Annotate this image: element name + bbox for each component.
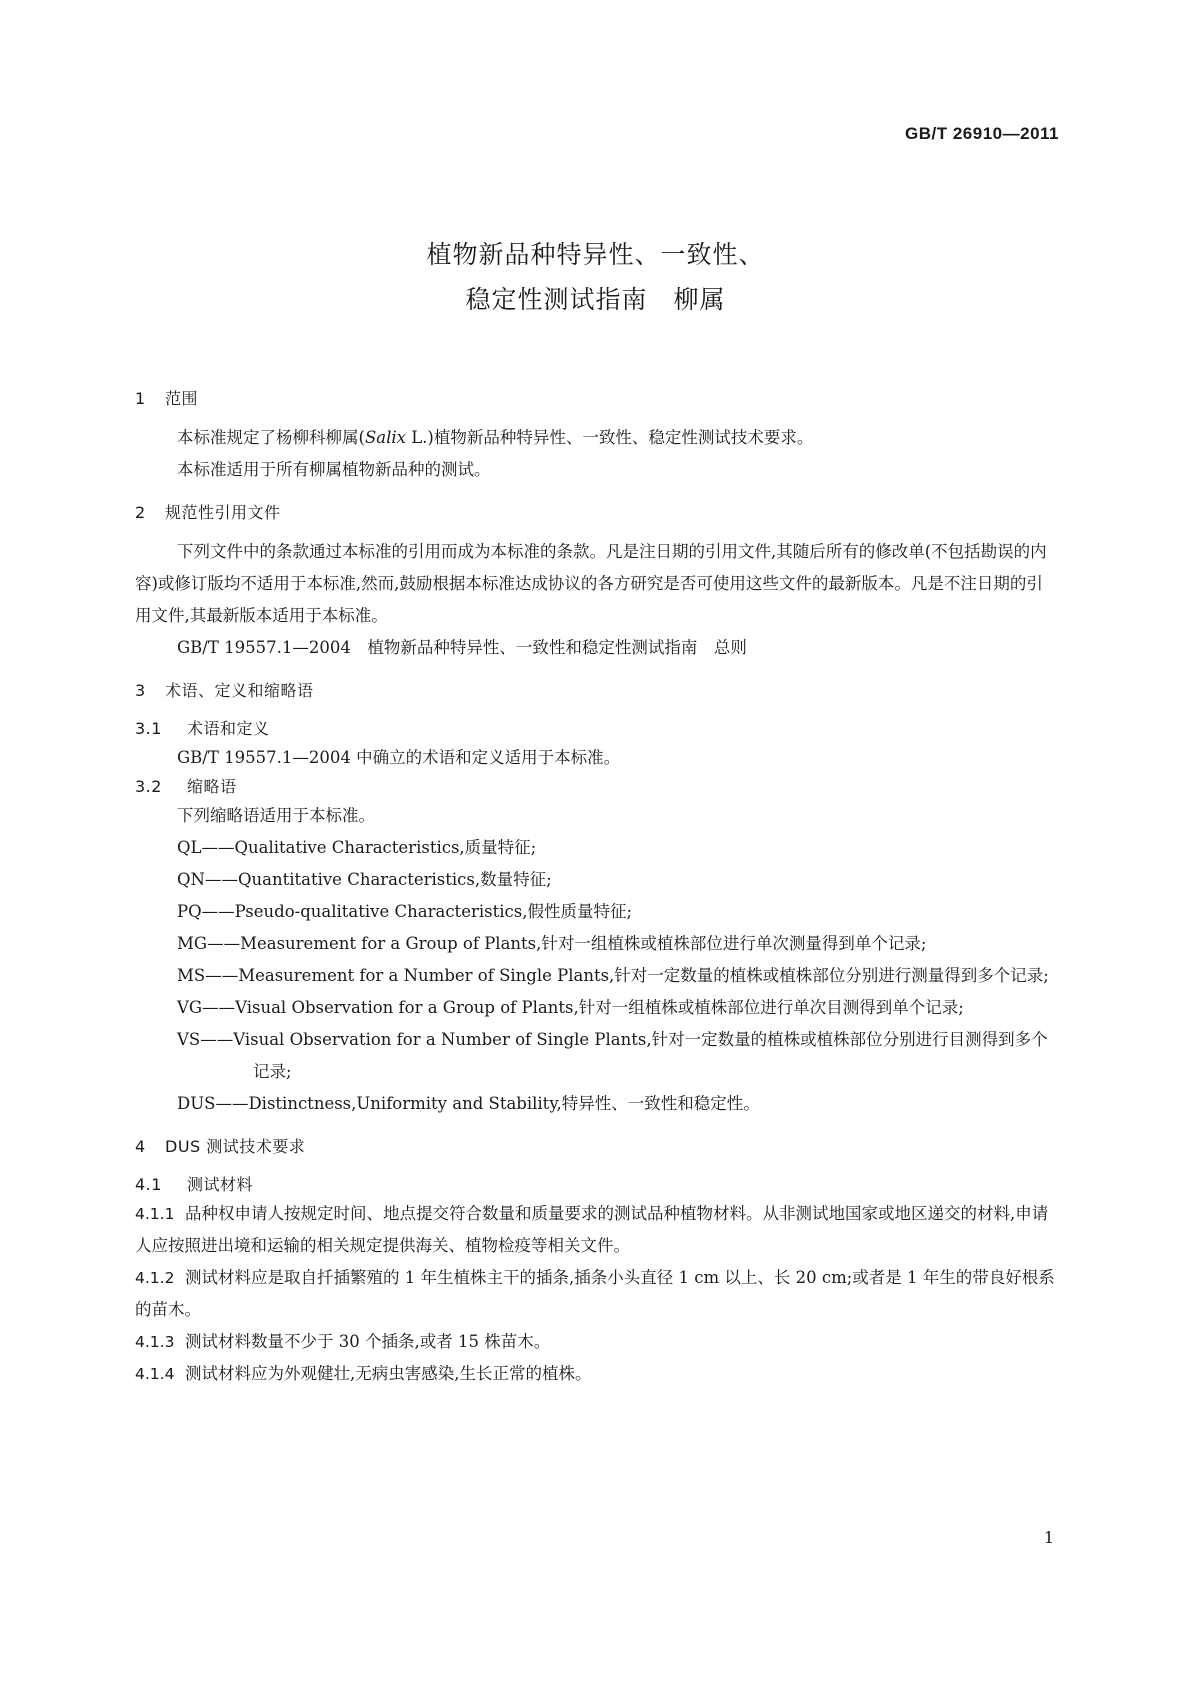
clause-number: 4.1.3 [135, 1333, 175, 1351]
section-title: 范围 [165, 389, 199, 408]
clause-number: 4.1.2 [135, 1269, 175, 1287]
standard-number: GB/T 26910—2011 [905, 124, 1059, 143]
text-run: 本标准规定了杨柳科柳属( [177, 428, 365, 447]
clause-number: 4.1.4 [135, 1365, 175, 1383]
section-number: 3.2 [135, 777, 162, 796]
section-3-2-heading [135, 774, 1055, 800]
section-title: 规范性引用文件 [165, 503, 281, 522]
text-run: L.)植物新品种特异性、一致性、稳定性测试技术要求。 [405, 428, 814, 447]
clause-text: 测试材料数量不少于 30 个插条,或者 15 株苗木。 [185, 1332, 551, 1351]
genus-name: Salix [364, 428, 406, 447]
abbreviation-item: QL——Qualitative Characteristics,质量特征; [177, 838, 537, 857]
section-number: 1 [135, 389, 146, 408]
section-1-paragraph-2: 本标准适用于所有柳属植物新品种的测试。 [177, 460, 491, 479]
section-2-heading [135, 500, 1055, 526]
abbreviation-item: MS——Measurement for a Number of Single Plants,针对一定数量的植株或植株部位分别进行测量得到多个记录; [177, 966, 1049, 985]
abbreviation-item: MG——Measurement for a Group of Plants,针对一组植株或植株部位进行单次测量得到单个记录; [177, 934, 927, 953]
clause-4-1-1 [135, 1198, 1055, 1262]
section-4-1-heading [135, 1172, 1055, 1198]
title-line-1: 植物新品种特异性、一致性、 [426, 240, 765, 269]
document-body [135, 372, 1055, 1390]
clause-text: 品种权申请人按规定时间、地点提交符合数量和质量要求的测试品种植物材料。从非测试地国家或地区递交的材料,申请人应按照进出境和运输的相关规定提供海关、植物检疫等相关文件。 [135, 1204, 1049, 1255]
section-3-heading [135, 678, 1055, 704]
clause-4-1-4 [135, 1358, 1055, 1390]
section-4-heading [135, 1134, 1055, 1160]
section-number: 3.1 [135, 719, 162, 738]
abbreviation-item: DUS——Distinctness,Uniformity and Stability,特异性、一致性和稳定性。 [177, 1094, 760, 1113]
section-title: 术语和定义 [187, 719, 270, 738]
abbreviation-item: QN——Quantitative Characteristics,数量特征; [177, 870, 552, 889]
normative-reference: GB/T 19557.1—2004 植物新品种特异性、一致性和稳定性测试指南 总则 [177, 638, 747, 657]
section-title: DUS 测试技术要求 [165, 1137, 306, 1156]
clause-4-1-2 [135, 1262, 1055, 1326]
section-number: 3 [135, 681, 146, 700]
abbreviation-item: VS——Visual Observation for a Number of Single Plants,针对一定数量的植株或植株部位分别进行目测得到多个记录; [177, 1030, 1048, 1081]
section-title: 术语、定义和缩略语 [165, 681, 314, 700]
clause-text: 测试材料应是取自扦插繁殖的 1 年生植株主干的插条,插条小头直径 1 cm 以上、长 20 cm;或者是 1 年生的带良好根系的苗木。 [135, 1268, 1055, 1319]
section-1-heading [135, 386, 1055, 412]
abbreviation-item: VG——Visual Observation for a Group of Plants,针对一组植株或植株部位进行单次目测得到单个记录; [177, 998, 964, 1017]
section-number: 4.1 [135, 1175, 162, 1194]
page-number: 1 [1043, 1528, 1054, 1547]
abbreviations-intro: 下列缩略语适用于本标准。 [177, 806, 375, 825]
section-1-paragraph-1 [135, 422, 1055, 454]
section-title: 缩略语 [187, 777, 237, 796]
abbreviation-item: PQ——Pseudo-qualitative Characteristics,假性质量特征; [177, 902, 633, 921]
clause-4-1-3 [135, 1326, 1055, 1358]
clause-number: 4.1.1 [135, 1205, 175, 1223]
clause-text: 测试材料应为外观健壮,无病虫害感染,生长正常的植株。 [185, 1364, 592, 1383]
section-number: 2 [135, 503, 146, 522]
document-title [0, 232, 1191, 322]
section-number: 4 [135, 1137, 146, 1156]
section-3-1-heading [135, 716, 1055, 742]
section-3-1-paragraph: GB/T 19557.1—2004 中确立的术语和定义适用于本标准。 [177, 748, 621, 767]
section-2-paragraph-1: 下列文件中的条款通过本标准的引用而成为本标准的条款。凡是注日期的引用文件,其随后所有的修改单(不包括勘误的内容)或修订版均不适用于本标准,然而,鼓励根据本标准达成协议的各方研究是否可使用这些文件的最新版本。凡是不注日期的引用文件,其最新版本适用于本标准。 [135, 542, 1047, 625]
section-title: 测试材料 [187, 1175, 254, 1194]
title-line-2: 稳定性测试指南 柳属 [465, 285, 726, 314]
